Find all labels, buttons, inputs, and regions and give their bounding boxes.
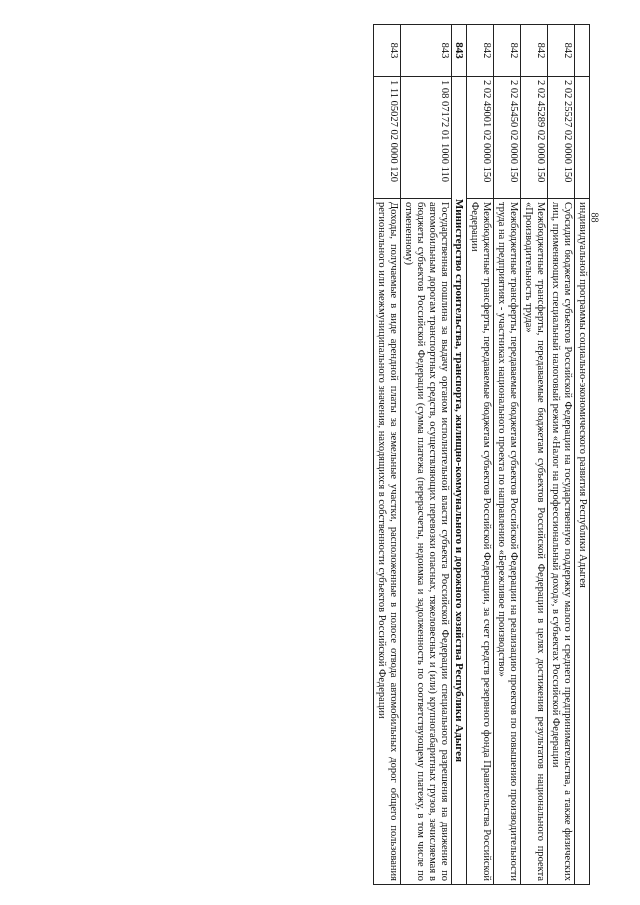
table-row (575, 25, 590, 885)
description-cell: индивидуальной программы социально-экономического развития Республики Адыгея (575, 199, 590, 885)
admin-code-cell: 842 (521, 25, 548, 77)
table-row (521, 25, 548, 885)
section-title-cell: Министерство строительства, транспорта, жилищно-коммунального и дорожного хозяйства Республики Адыгея (452, 77, 467, 885)
description-cell: Межбюджетные трансферты, передаваемые бюджетам субъектов Российской Федерации на реализацию проектов по повышению производительности труда на предприятиях - участниках национального проекта по направлению «Бережливое производство» (494, 199, 521, 885)
budget-code-cell: 2 02 25527 02 0000 150 (548, 77, 575, 199)
admin-code-cell (575, 25, 590, 77)
admin-code-cell: 842 (548, 25, 575, 77)
description-cell: Межбюджетные трансферты, передаваемые бюджетам субъектов Российской Федерации в целях достижения результатов национального проекта «Производительность труда» (521, 199, 548, 885)
budget-code-cell (575, 77, 590, 199)
table-row (494, 25, 521, 885)
table-row (374, 25, 401, 885)
budget-code-cell: 2 02 49001 02 0000 150 (467, 77, 494, 199)
description-cell: Государственная пошлина за выдачу органом исполнительной власти субъекта Российской Федерации специального разрешения на движение по автомобильным дорогам транспортных средств, осуществляющих перевозки опасных, тяжеловесных и (или) крупногабаритных грузов, зачисляемая в бюджеты субъектов Российской Федерации (сумма платежа (перерасчеты, недоимка и задолженность по соответствующему платежу, в том числе по отмененному) (401, 199, 452, 885)
document-content (373, 24, 590, 884)
admin-code-cell: 842 (467, 25, 494, 77)
table-row (548, 25, 575, 885)
description-cell: Субсидии бюджетам субъектов Российской Федерации на государственную поддержку малого и среднего предпринимательства, а также физических лиц, применяющих специальный налоговый режим «Налог на профессиональный доход», в субъектах Российской Федерации (548, 199, 575, 885)
table-row (401, 25, 452, 885)
admin-code-cell: 843 (401, 25, 452, 77)
admin-code-cell: 842 (494, 25, 521, 77)
budget-code-cell: 1 11 05027 02 0000 120 (374, 77, 401, 199)
admin-code-cell: 843 (452, 25, 467, 77)
budget-code-cell: 2 02 45450 02 0000 150 (494, 77, 521, 199)
table-row (467, 25, 494, 885)
budget-code-cell: 2 02 45289 02 0000 150 (521, 77, 548, 199)
section-header-row (452, 25, 467, 885)
budget-code-cell: 1 08 07172 01 1000 110 (401, 77, 452, 199)
admin-code-cell: 843 (374, 25, 401, 77)
revenue-codes-table (373, 24, 590, 885)
description-cell: Доходы, получаемые в виде арендной платы за земельные участки, расположенные в полосе отвода автомобильных дорог общего пользования регионального или межмуниципального значения, находящихся в собственности субъектов Российской Федерации (374, 199, 401, 885)
description-cell: Межбюджетные трансферты, передаваемые бюджетам субъектов Российской Федерации, за счет средств резервного фонда Правительства Российской Федерации (467, 199, 494, 885)
page-number: 88 (588, 212, 600, 223)
